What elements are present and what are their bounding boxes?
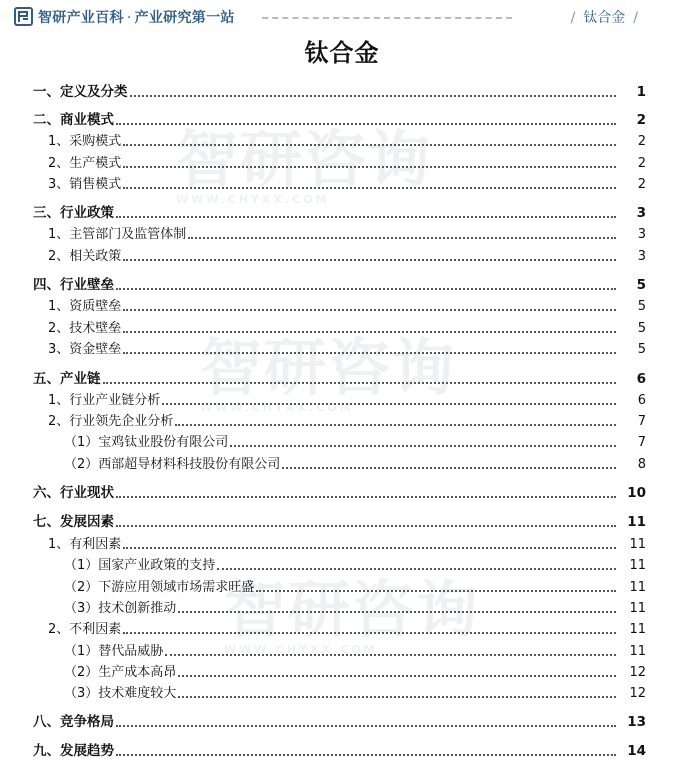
toc-page-number: 2 xyxy=(637,134,646,149)
header-divider xyxy=(262,17,512,19)
toc-entry-label: 五、产业链 xyxy=(33,370,101,387)
toc-entry[interactable] xyxy=(0,551,684,572)
watermark-subtext: WWW.CHYXX.COM xyxy=(176,193,330,206)
toc-entry-label: 3、销售模式 xyxy=(48,177,122,192)
toc-entry-label: 三、行业政策 xyxy=(33,204,114,221)
toc-entry[interactable] xyxy=(0,220,684,241)
toc-entry-label: 2、相关政策 xyxy=(48,249,122,264)
header-bar xyxy=(0,0,684,32)
toc-page-number: 11 xyxy=(629,601,646,616)
brand-logo-icon xyxy=(14,7,33,26)
toc-entry[interactable] xyxy=(0,335,684,356)
toc-entry-label: （1）国家产业政策的支持 xyxy=(64,558,216,573)
toc-entry[interactable] xyxy=(0,407,684,428)
toc-page-number: 3 xyxy=(637,249,646,264)
toc-entry[interactable] xyxy=(0,637,684,658)
toc-entry-label: 四、行业壁垒 xyxy=(33,276,114,293)
toc-entry[interactable] xyxy=(0,428,684,449)
toc-dot-leader xyxy=(230,445,616,447)
watermark-text: 智研咨询 xyxy=(224,573,481,646)
toc-entry-label: 3、资金壁垒 xyxy=(48,342,122,357)
toc-entry-label: 八、竞争格局 xyxy=(33,713,114,730)
toc-page-number: 11 xyxy=(627,513,646,530)
toc-entry-label: （1）替代品威胁 xyxy=(64,644,164,659)
toc-page-number: 5 xyxy=(637,299,646,314)
toc-page-number: 11 xyxy=(629,622,646,637)
toc-entry-label: （3）技术创新推动 xyxy=(64,601,177,616)
toc-dot-leader xyxy=(123,187,616,189)
toc-entry[interactable] xyxy=(0,199,684,220)
toc-entry-label: 1、主管部门及监管体制 xyxy=(48,227,187,242)
toc-page-number: 7 xyxy=(637,435,646,450)
toc-entry[interactable] xyxy=(0,708,684,729)
watermark-text: 智研咨询 xyxy=(200,331,457,404)
toc-dot-leader xyxy=(103,382,617,384)
toc-page-number: 2 xyxy=(637,156,646,171)
toc-dot-leader xyxy=(123,547,616,549)
toc-dot-leader xyxy=(123,352,616,354)
toc-entry[interactable] xyxy=(0,271,684,292)
toc-page-number: 12 xyxy=(629,686,646,701)
toc-dot-leader xyxy=(188,237,616,239)
toc-dot-leader xyxy=(178,675,616,677)
toc-entry[interactable] xyxy=(0,170,684,191)
toc-entry-label: （2）生产成本高昂 xyxy=(64,665,177,680)
toc-entry-label: 一、定义及分类 xyxy=(33,83,128,100)
toc-entry[interactable] xyxy=(0,149,684,170)
toc-dot-leader xyxy=(116,496,616,498)
toc-dot-leader xyxy=(165,654,616,656)
toc-entry-label: 二、商业模式 xyxy=(33,111,114,128)
toc-page-number: 5 xyxy=(637,321,646,336)
toc-dot-leader xyxy=(123,309,616,311)
toc-entry[interactable] xyxy=(0,450,684,471)
toc-dot-leader xyxy=(175,424,616,426)
toc-entry-label: （2）下游应用领域市场需求旺盛 xyxy=(64,580,255,595)
toc-page-number: 2 xyxy=(636,111,646,128)
toc-page-number: 8 xyxy=(637,457,646,472)
toc-dot-leader xyxy=(130,95,617,97)
toc-page-number: 1 xyxy=(636,83,646,100)
toc-entry[interactable] xyxy=(0,615,684,636)
toc-entry-label: 六、行业现状 xyxy=(33,484,114,501)
toc-dot-leader xyxy=(123,331,616,333)
toc-dot-leader xyxy=(162,403,616,405)
toc-dot-leader xyxy=(123,144,616,146)
toc-entry[interactable] xyxy=(0,314,684,335)
brand-name: 智研产业百科 xyxy=(38,10,124,26)
watermark-subtext: WWW.CHYXX.COM xyxy=(200,401,354,414)
toc-entry-label: （1）宝鸡钛业股份有限公司 xyxy=(64,435,229,450)
brand-separator: · xyxy=(126,10,132,26)
toc-entry-label: 1、资质壁垒 xyxy=(48,299,122,314)
watermark-text: 智研咨询 xyxy=(176,123,433,196)
toc-dot-leader xyxy=(178,611,616,613)
toc-page-number: 14 xyxy=(627,742,646,759)
toc-dot-leader xyxy=(256,590,616,592)
toc-entry-label: （3）技术难度较大 xyxy=(64,686,177,701)
toc-entry-label: 2、生产模式 xyxy=(48,156,122,171)
toc-page-number: 6 xyxy=(637,393,646,408)
toc-entry-label: 2、技术壁垒 xyxy=(48,321,122,336)
toc-dot-leader xyxy=(123,632,616,634)
toc-entry[interactable] xyxy=(0,508,684,529)
toc-page-number: 2 xyxy=(637,177,646,192)
toc-page-number: 12 xyxy=(629,665,646,680)
toc-page-number: 6 xyxy=(636,370,646,387)
toc-page-number: 11 xyxy=(629,537,646,552)
toc-page-number: 3 xyxy=(637,227,646,242)
toc-dot-leader xyxy=(217,568,616,570)
toc-entry[interactable] xyxy=(0,479,684,500)
toc-page-number: 11 xyxy=(629,558,646,573)
toc-page-number: 7 xyxy=(637,414,646,429)
toc-entry[interactable] xyxy=(0,106,684,127)
toc-entry[interactable] xyxy=(0,737,684,758)
toc-page-number: 13 xyxy=(627,713,646,730)
toc-dot-leader xyxy=(116,123,616,125)
toc-entry-label: 1、采购模式 xyxy=(48,134,122,149)
toc-dot-leader xyxy=(123,259,616,261)
toc-entry[interactable] xyxy=(0,530,684,551)
breadcrumb-current[interactable]: 钛合金 xyxy=(583,10,626,26)
toc-entry[interactable] xyxy=(0,573,684,594)
toc-page-number: 11 xyxy=(629,644,646,659)
toc-dot-leader xyxy=(116,725,616,727)
toc-entry[interactable] xyxy=(0,594,684,615)
toc-dot-leader xyxy=(123,166,616,168)
toc-entry-label: 1、行业产业链分析 xyxy=(48,393,161,408)
toc-dot-leader xyxy=(282,467,616,469)
watermark-subtext: WWW.CHYXX.COM xyxy=(224,643,378,656)
toc-entry[interactable] xyxy=(0,292,684,313)
toc-entry[interactable] xyxy=(0,658,684,679)
toc-page-number: 11 xyxy=(629,580,646,595)
toc-dot-leader xyxy=(116,754,616,756)
toc-entry[interactable] xyxy=(0,242,684,263)
toc-entry[interactable] xyxy=(0,365,684,386)
toc-entry-label: 2、不利因素 xyxy=(48,622,122,637)
breadcrumb-separator: / xyxy=(633,10,638,26)
brand-slogan: 产业研究第一站 xyxy=(134,10,235,26)
toc-page-number: 5 xyxy=(636,276,646,293)
brand-title[interactable] xyxy=(38,7,235,27)
toc-page-number: 3 xyxy=(636,204,646,221)
toc-entry-label: 1、有利因素 xyxy=(48,537,122,552)
toc-entry-label: 2、行业领先企业分析 xyxy=(48,414,174,429)
toc-dot-leader xyxy=(116,288,616,290)
page-title: 钛合金 xyxy=(304,39,380,67)
toc-dot-leader xyxy=(116,216,616,218)
toc-entry[interactable] xyxy=(0,386,684,407)
toc-entry[interactable] xyxy=(0,78,684,99)
breadcrumb xyxy=(563,7,646,27)
toc-entry-label: 九、发展趋势 xyxy=(33,742,114,759)
toc-entry-label: （2）西部超导材料科技股份有限公司 xyxy=(64,457,281,472)
toc-dot-leader xyxy=(178,696,616,698)
toc-page-number: 5 xyxy=(637,342,646,357)
toc-entry[interactable] xyxy=(0,679,684,700)
toc-entry[interactable] xyxy=(0,127,684,148)
toc-page-number: 10 xyxy=(627,484,646,501)
toc-entry-label: 七、发展因素 xyxy=(33,513,114,530)
toc-dot-leader xyxy=(116,525,616,527)
breadcrumb-separator: / xyxy=(570,10,576,26)
